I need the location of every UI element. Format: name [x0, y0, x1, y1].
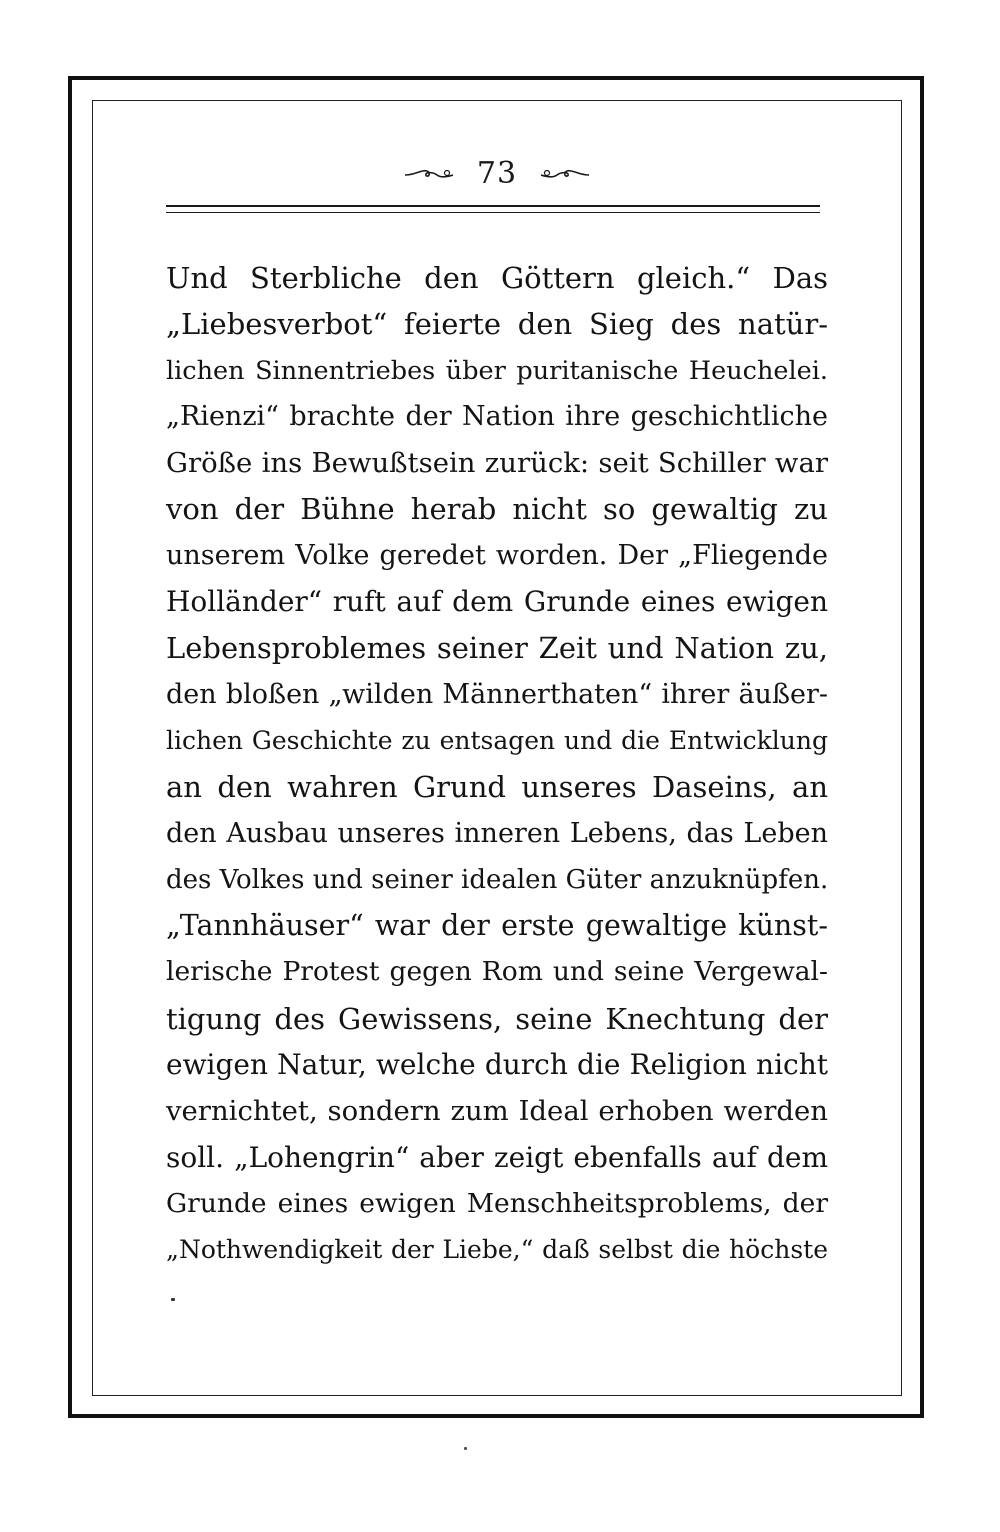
text-line: ewigen Natur, welche durch die Religion nicht	[166, 1048, 828, 1082]
text-line: lichen Geschichte zu entsagen und die Entwicklung	[166, 725, 828, 755]
header-rule-thin	[166, 212, 820, 213]
text-line: „Liebesverbot“ feierte den Sieg des natür-	[166, 307, 828, 342]
text-line: an den wahren Grund unseres Daseins, an	[166, 770, 828, 805]
text-line: „Tannhäuser“ war der erste gewaltige künst-	[166, 909, 828, 943]
text-line: „Nothwendigkeit der Liebe,“ daß selbst die höchste	[166, 1235, 828, 1265]
text-line: lerische Protest gegen Rom und seine Vergewal-	[166, 956, 828, 988]
text-line: den bloßen „wilden Männerthaten“ ihrer äußer-	[166, 678, 828, 710]
print-speck	[171, 1298, 175, 1301]
text-line: unserem Volke geredet worden. Der „Fliegende	[166, 539, 828, 571]
page-header	[92, 148, 902, 198]
text-line: „Rienzi“ brachte der Nation ihre geschichtliche	[166, 400, 828, 432]
text-line: des Volkes und seiner idealen Güter anzuknüpfen.	[166, 864, 829, 895]
text-line: Und Sterbliche den Göttern gleich.“ Das	[166, 261, 828, 295]
text-line: den Ausbau unseres inneren Lebens, das Leben	[166, 817, 828, 849]
header-rule-thick	[166, 205, 820, 207]
text-line: von der Bühne herab nicht so gewaltig zu	[166, 492, 828, 527]
text-line: tigung des Gewissens, seine Knechtung der	[166, 1001, 828, 1036]
text-line: soll. „Lohengrin“ aber zeigt ebenfalls auf dem	[166, 1140, 828, 1174]
text-line: vernichtet, sondern zum Ideal erhoben werden	[166, 1095, 828, 1128]
text-line: Größe ins Bewußtsein zurück: seit Schiller war	[166, 447, 828, 480]
right-flourish-icon	[539, 163, 591, 183]
text-line: Grunde eines ewigen Menschheitsproblems, der	[166, 1187, 828, 1219]
left-flourish-icon	[403, 163, 455, 183]
print-speck	[464, 1447, 467, 1450]
text-line: lichen Sinnentriebes über puritanische Heuchelei.	[166, 355, 828, 386]
page-number: 73	[476, 155, 518, 191]
text-line: Lebensproblemes seiner Zeit und Nation zu,	[166, 631, 828, 666]
text-line: Holländer“ ruft auf dem Grunde eines ewigen	[166, 585, 828, 619]
body-text	[166, 255, 828, 1274]
